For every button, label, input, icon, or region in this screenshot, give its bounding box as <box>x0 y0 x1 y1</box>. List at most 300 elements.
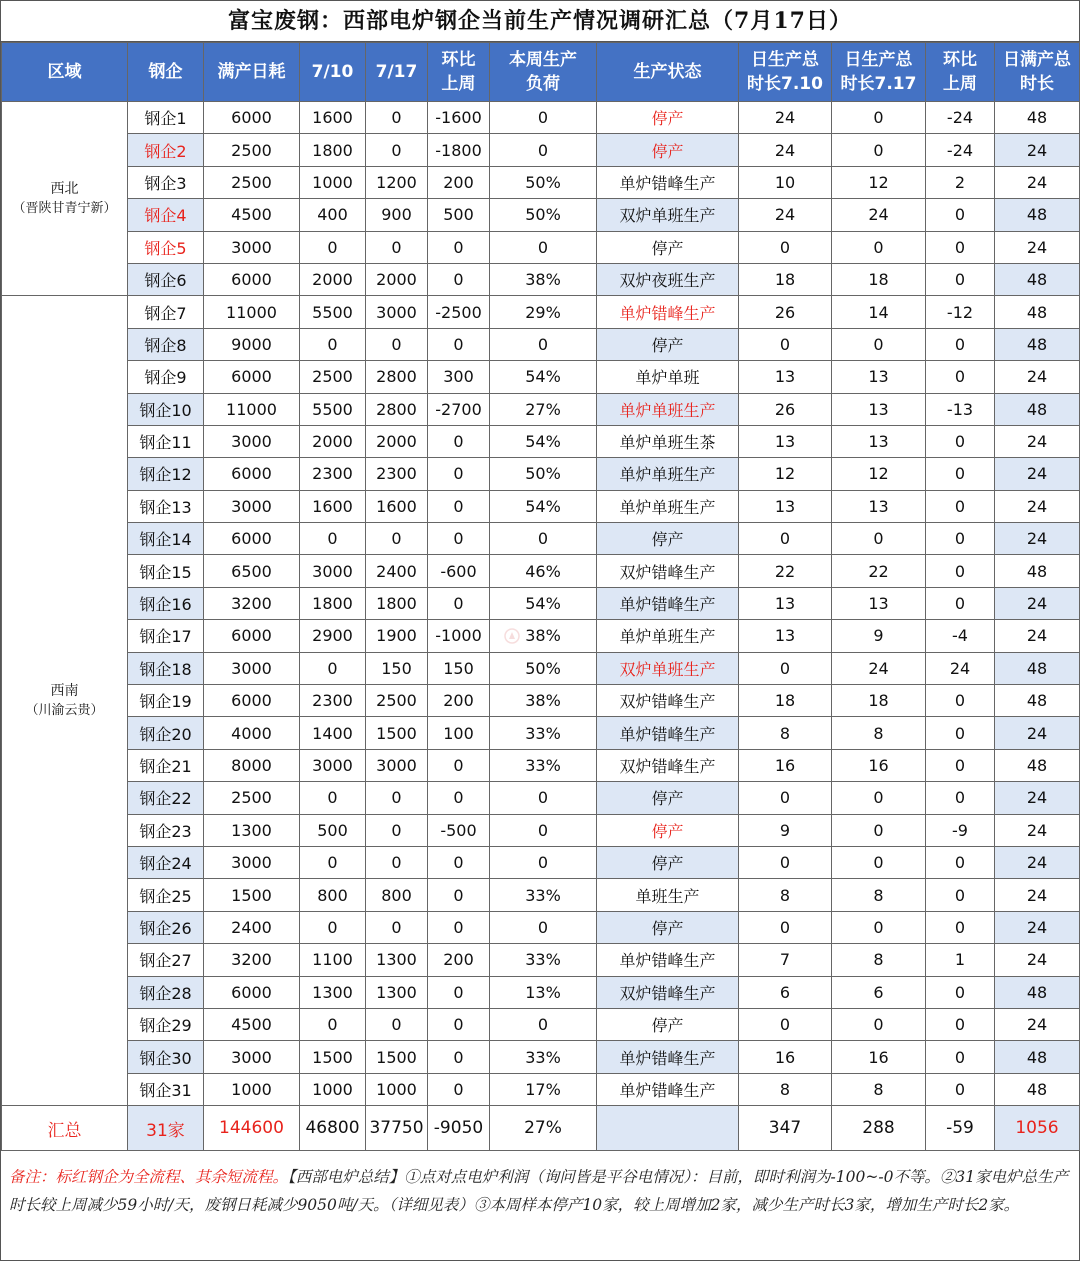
header-line: 上周 <box>441 74 476 94</box>
header-cell <box>428 43 490 102</box>
cell-chg: 0 <box>428 231 490 263</box>
cell-hchg: 0 <box>926 911 995 943</box>
cell-d717: 1800 <box>366 587 428 619</box>
cell-chg: 150 <box>428 652 490 684</box>
cell-status: 单炉错峰生产 <box>597 296 739 328</box>
cell-status: 双炉单班生产 <box>597 652 739 684</box>
header-cell <box>995 43 1080 102</box>
cell-d717: 0 <box>366 911 428 943</box>
cell-full: 24 <box>995 134 1080 166</box>
cell-h710: 0 <box>739 846 832 878</box>
cell-h710: 18 <box>739 263 832 295</box>
cell-d717: 900 <box>366 199 428 231</box>
cell-h717: 0 <box>832 1008 926 1040</box>
cell-full: 24 <box>995 944 1080 976</box>
cell-h717: 18 <box>832 263 926 295</box>
cell-full: 24 <box>995 458 1080 490</box>
cell-cap: 6000 <box>204 102 300 134</box>
cell-h710: 13 <box>739 587 832 619</box>
cell-h717: 12 <box>832 458 926 490</box>
cell-status: 单炉错峰生产 <box>597 166 739 198</box>
cell-hchg: 2 <box>926 166 995 198</box>
cell-d717: 0 <box>366 102 428 134</box>
cell-h717: 13 <box>832 361 926 393</box>
cell-h717: 0 <box>832 782 926 814</box>
cell-cap: 6000 <box>204 976 300 1008</box>
header-line: 生产状态 <box>633 62 702 82</box>
cell-d710: 2000 <box>300 425 366 457</box>
report-title: 富宝废钢：西部电炉钢企当前生产情况调研汇总（7月17日） <box>1 1 1079 42</box>
cell-hchg: 0 <box>926 361 995 393</box>
cell-cap: 6000 <box>204 458 300 490</box>
cell-full: 48 <box>995 685 1080 717</box>
cell-cap: 1500 <box>204 879 300 911</box>
cell-load: 0 <box>490 782 597 814</box>
cell-status: 停产 <box>597 523 739 555</box>
cell-chg: -2500 <box>428 296 490 328</box>
header-cell <box>739 43 832 102</box>
cell-d710: 2900 <box>300 620 366 652</box>
cell-hchg: -9 <box>926 814 995 846</box>
total-full: 1056 <box>995 1106 1080 1151</box>
company-name-cell: 钢企27 <box>128 944 204 976</box>
region-name: 西南 <box>50 682 79 699</box>
cell-status: 停产 <box>597 846 739 878</box>
cell-d710: 0 <box>300 328 366 360</box>
cell-status: 双炉错峰生产 <box>597 555 739 587</box>
cell-d717: 2000 <box>366 425 428 457</box>
cell-hchg: 0 <box>926 490 995 522</box>
cell-d717: 2000 <box>366 263 428 295</box>
company-name-cell: 钢企17 <box>128 620 204 652</box>
company-name-cell: 钢企2 <box>128 134 204 166</box>
region-provinces: （晋陕甘青宁新） <box>12 200 117 216</box>
cell-cap: 11000 <box>204 393 300 425</box>
note-summary: 【西部电炉总结】①点对点电炉利润（询问皆是平谷电情况）：目前，即时利润为-100~-0不等。②31家电炉总生产时长较上周减少59小时/天，废钢日耗减少9050吨/天。（详细见表）③本周样本停产10家，较上周增加2家，减少生产时长3家，增加生产时长2家。 <box>9 1168 1069 1215</box>
cell-chg: 0 <box>428 328 490 360</box>
cell-full: 48 <box>995 1041 1080 1073</box>
table-row <box>2 782 1080 814</box>
table-row <box>2 328 1080 360</box>
cell-d710: 1100 <box>300 944 366 976</box>
cell-status: 单班生产 <box>597 879 739 911</box>
region-cell <box>2 102 128 296</box>
note-section <box>1 1151 1079 1219</box>
cell-d717: 150 <box>366 652 428 684</box>
cell-h710: 0 <box>739 652 832 684</box>
cell-h710: 0 <box>739 328 832 360</box>
cell-cap: 3000 <box>204 231 300 263</box>
production-table <box>1 42 1080 1151</box>
cell-d710: 2500 <box>300 361 366 393</box>
cell-h710: 0 <box>739 782 832 814</box>
cell-d710: 2300 <box>300 685 366 717</box>
cell-load: 33% <box>490 944 597 976</box>
cell-status: 单炉错峰生产 <box>597 1073 739 1105</box>
cell-d717: 1600 <box>366 490 428 522</box>
cell-h717: 13 <box>832 587 926 619</box>
cell-h710: 24 <box>739 102 832 134</box>
cell-h710: 22 <box>739 555 832 587</box>
header-cell <box>128 43 204 102</box>
cell-h717: 16 <box>832 1041 926 1073</box>
cell-d717: 1900 <box>366 620 428 652</box>
cell-d710: 0 <box>300 1008 366 1040</box>
cell-h717: 0 <box>832 814 926 846</box>
cell-status: 单炉单班生茶 <box>597 425 739 457</box>
cell-h717: 18 <box>832 685 926 717</box>
company-name-cell: 钢企29 <box>128 1008 204 1040</box>
cell-d717: 2400 <box>366 555 428 587</box>
cell-chg: -600 <box>428 555 490 587</box>
cell-h717: 8 <box>832 717 926 749</box>
cell-chg: 0 <box>428 587 490 619</box>
table-row <box>2 458 1080 490</box>
cell-h710: 24 <box>739 134 832 166</box>
cell-status: 单炉单班生产 <box>597 620 739 652</box>
cell-chg: 0 <box>428 846 490 878</box>
cell-hchg: 0 <box>926 587 995 619</box>
cell-h717: 0 <box>832 134 926 166</box>
cell-status: 单炉单班 <box>597 361 739 393</box>
cell-cap: 3200 <box>204 944 300 976</box>
cell-load: 33% <box>490 717 597 749</box>
cell-d717: 1300 <box>366 944 428 976</box>
cell-h710: 0 <box>739 911 832 943</box>
cell-d710: 1600 <box>300 490 366 522</box>
cell-full: 24 <box>995 879 1080 911</box>
cell-chg: 0 <box>428 976 490 1008</box>
total-d717: 37750 <box>366 1106 428 1151</box>
cell-h710: 8 <box>739 1073 832 1105</box>
table-row <box>2 587 1080 619</box>
cell-d717: 0 <box>366 814 428 846</box>
cell-hchg: 0 <box>926 749 995 781</box>
header-line: 日满产总 <box>1003 50 1071 70</box>
table-row <box>2 425 1080 457</box>
cell-chg: 0 <box>428 782 490 814</box>
cell-d717: 0 <box>366 782 428 814</box>
cell-chg: 0 <box>428 911 490 943</box>
cell-status: 停产 <box>597 782 739 814</box>
cell-cap: 11000 <box>204 296 300 328</box>
table-row <box>2 911 1080 943</box>
cell-h717: 13 <box>832 393 926 425</box>
cell-load: 54% <box>490 587 597 619</box>
cell-hchg: 0 <box>926 231 995 263</box>
cell-cap: 1300 <box>204 814 300 846</box>
table-row <box>2 944 1080 976</box>
cell-d717: 2500 <box>366 685 428 717</box>
cell-d710: 1000 <box>300 1073 366 1105</box>
company-name-cell: 钢企8 <box>128 328 204 360</box>
cell-load: 0 <box>490 1008 597 1040</box>
company-name-cell: 钢企1 <box>128 102 204 134</box>
company-name-cell: 钢企4 <box>128 199 204 231</box>
cell-full: 24 <box>995 523 1080 555</box>
cell-cap: 3000 <box>204 846 300 878</box>
cell-d717: 800 <box>366 879 428 911</box>
region-cell <box>2 296 128 1106</box>
cell-full: 24 <box>995 1008 1080 1040</box>
cell-d710: 0 <box>300 911 366 943</box>
cell-h710: 9 <box>739 814 832 846</box>
header-line: 上周 <box>943 74 977 94</box>
company-name-cell: 钢企21 <box>128 749 204 781</box>
cell-d710: 800 <box>300 879 366 911</box>
cell-chg: -2700 <box>428 393 490 425</box>
table-row <box>2 555 1080 587</box>
cell-full: 24 <box>995 361 1080 393</box>
cell-cap: 3000 <box>204 425 300 457</box>
cell-full: 48 <box>995 328 1080 360</box>
cell-hchg: 0 <box>926 685 995 717</box>
cell-load: 0 <box>490 911 597 943</box>
cell-h717: 16 <box>832 749 926 781</box>
cell-chg: 0 <box>428 458 490 490</box>
cell-full: 24 <box>995 231 1080 263</box>
cell-cap: 9000 <box>204 328 300 360</box>
cell-d717: 0 <box>366 134 428 166</box>
cell-load: 13% <box>490 976 597 1008</box>
table-row <box>2 166 1080 198</box>
cell-d717: 0 <box>366 328 428 360</box>
cell-chg: 0 <box>428 1008 490 1040</box>
cell-h717: 13 <box>832 425 926 457</box>
cell-d710: 0 <box>300 523 366 555</box>
cell-status: 单炉单班生产 <box>597 490 739 522</box>
total-cap: 144600 <box>204 1106 300 1151</box>
cell-load: 0 <box>490 231 597 263</box>
cell-d710: 1000 <box>300 166 366 198</box>
company-name-cell: 钢企5 <box>128 231 204 263</box>
cell-chg: -1000 <box>428 620 490 652</box>
cell-h710: 13 <box>739 490 832 522</box>
header-line: 时长7.17 <box>840 74 917 94</box>
company-name-cell: 钢企24 <box>128 846 204 878</box>
cell-load: 17% <box>490 1073 597 1105</box>
company-name-cell: 钢企15 <box>128 555 204 587</box>
cell-chg: -1800 <box>428 134 490 166</box>
cell-full: 48 <box>995 393 1080 425</box>
cell-status: 单炉单班生产 <box>597 458 739 490</box>
company-name-cell: 钢企9 <box>128 361 204 393</box>
cell-h710: 8 <box>739 879 832 911</box>
cell-h717: 6 <box>832 976 926 1008</box>
cell-d717: 0 <box>366 1008 428 1040</box>
table-row <box>2 976 1080 1008</box>
cell-full: 48 <box>995 296 1080 328</box>
company-name-cell: 钢企16 <box>128 587 204 619</box>
cell-d710: 5500 <box>300 296 366 328</box>
cell-status: 停产 <box>597 1008 739 1040</box>
header-cell <box>832 43 926 102</box>
cell-chg: 200 <box>428 685 490 717</box>
cell-chg: 0 <box>428 425 490 457</box>
cell-hchg: 0 <box>926 1041 995 1073</box>
table-row <box>2 1041 1080 1073</box>
cell-status: 停产 <box>597 328 739 360</box>
table-row <box>2 361 1080 393</box>
cell-cap: 2400 <box>204 911 300 943</box>
cell-chg: 100 <box>428 717 490 749</box>
cell-cap: 1000 <box>204 1073 300 1105</box>
cell-load: 33% <box>490 1041 597 1073</box>
table-row <box>2 134 1080 166</box>
cell-h710: 13 <box>739 620 832 652</box>
total-h717: 288 <box>832 1106 926 1151</box>
cell-d710: 1300 <box>300 976 366 1008</box>
cell-h710: 6 <box>739 976 832 1008</box>
cell-status: 停产 <box>597 102 739 134</box>
table-row <box>2 685 1080 717</box>
header-line: 日生产总 <box>751 50 819 70</box>
cell-d710: 0 <box>300 652 366 684</box>
total-d710: 46800 <box>300 1106 366 1151</box>
cell-h717: 0 <box>832 523 926 555</box>
company-name-cell: 钢企26 <box>128 911 204 943</box>
table-row <box>2 296 1080 328</box>
header-line: 时长 <box>1020 74 1054 94</box>
cell-full: 24 <box>995 490 1080 522</box>
cell-h710: 24 <box>739 199 832 231</box>
cell-cap: 6500 <box>204 555 300 587</box>
cell-cap: 3000 <box>204 490 300 522</box>
cell-status: 双炉夜班生产 <box>597 263 739 295</box>
cell-chg: -1600 <box>428 102 490 134</box>
company-name-cell: 钢企31 <box>128 1073 204 1105</box>
cell-full: 24 <box>995 911 1080 943</box>
cell-cap: 6000 <box>204 685 300 717</box>
cell-hchg: -4 <box>926 620 995 652</box>
cell-d717: 1500 <box>366 1041 428 1073</box>
cell-hchg: 1 <box>926 944 995 976</box>
company-name-cell: 钢企12 <box>128 458 204 490</box>
header-line: 负荷 <box>526 74 560 94</box>
cell-status: 双炉单班生产 <box>597 199 739 231</box>
cell-cap: 2500 <box>204 782 300 814</box>
company-name-cell: 钢企22 <box>128 782 204 814</box>
company-name-cell: 钢企3 <box>128 166 204 198</box>
cell-chg: 200 <box>428 166 490 198</box>
header-line: 本周生产 <box>509 50 577 70</box>
cell-d717: 1000 <box>366 1073 428 1105</box>
cell-full: 48 <box>995 652 1080 684</box>
cell-cap: 6000 <box>204 523 300 555</box>
cell-chg: 200 <box>428 944 490 976</box>
cell-load: 50% <box>490 458 597 490</box>
cell-h717: 0 <box>832 846 926 878</box>
table-row <box>2 523 1080 555</box>
cell-d717: 1200 <box>366 166 428 198</box>
cell-h717: 8 <box>832 1073 926 1105</box>
cell-full: 24 <box>995 166 1080 198</box>
cell-load: 50% <box>490 652 597 684</box>
cell-chg: 0 <box>428 490 490 522</box>
cell-cap: 3000 <box>204 652 300 684</box>
cell-d710: 1500 <box>300 1041 366 1073</box>
header-line: 满产日耗 <box>217 62 286 82</box>
header-cell <box>300 43 366 102</box>
cell-d717: 0 <box>366 523 428 555</box>
cell-hchg: 0 <box>926 523 995 555</box>
company-name-cell: 钢企25 <box>128 879 204 911</box>
cell-load: 0 <box>490 134 597 166</box>
cell-hchg: 0 <box>926 263 995 295</box>
cell-chg: 0 <box>428 749 490 781</box>
company-name-cell: 钢企18 <box>128 652 204 684</box>
table-row <box>2 199 1080 231</box>
header-cell <box>2 43 128 102</box>
cell-cap: 4500 <box>204 199 300 231</box>
cell-status: 单炉错峰生产 <box>597 1041 739 1073</box>
cell-load: 0 <box>490 102 597 134</box>
total-status <box>597 1106 739 1151</box>
cell-cap: 6000 <box>204 620 300 652</box>
cell-d710: 0 <box>300 846 366 878</box>
cell-status: 停产 <box>597 911 739 943</box>
cell-h717: 0 <box>832 102 926 134</box>
cell-d710: 1800 <box>300 587 366 619</box>
cell-load: 33% <box>490 749 597 781</box>
cell-full: 24 <box>995 782 1080 814</box>
table-row <box>2 879 1080 911</box>
cell-h710: 16 <box>739 1041 832 1073</box>
cell-load: 54% <box>490 361 597 393</box>
cell-load: 0 <box>490 846 597 878</box>
cell-load: 38% <box>490 685 597 717</box>
cell-cap: 6000 <box>204 361 300 393</box>
cell-h717: 8 <box>832 879 926 911</box>
cell-full: 48 <box>995 749 1080 781</box>
header-line: 日生产总 <box>844 50 913 70</box>
cell-h717: 14 <box>832 296 926 328</box>
cell-hchg: 0 <box>926 199 995 231</box>
table-row <box>2 393 1080 425</box>
cell-load: 27% <box>490 393 597 425</box>
cell-h710: 10 <box>739 166 832 198</box>
cell-full: 24 <box>995 814 1080 846</box>
total-label: 汇总 <box>2 1106 128 1151</box>
cell-load: 0 <box>490 523 597 555</box>
cell-chg: 0 <box>428 879 490 911</box>
header-cell <box>204 43 300 102</box>
cell-h710: 13 <box>739 425 832 457</box>
cell-cap: 4500 <box>204 1008 300 1040</box>
company-name-cell: 钢企14 <box>128 523 204 555</box>
cell-d717: 2300 <box>366 458 428 490</box>
cell-d710: 0 <box>300 782 366 814</box>
cell-hchg: 0 <box>926 458 995 490</box>
table-row <box>2 1008 1080 1040</box>
cell-status: 停产 <box>597 814 739 846</box>
cell-h717: 13 <box>832 490 926 522</box>
header-row <box>2 43 1080 102</box>
cell-load: 38% <box>490 263 597 295</box>
cell-d717: 1300 <box>366 976 428 1008</box>
region-name: 西北 <box>50 180 79 197</box>
cell-h710: 0 <box>739 1008 832 1040</box>
cell-d710: 2300 <box>300 458 366 490</box>
cell-cap: 2500 <box>204 166 300 198</box>
cell-status: 单炉错峰生产 <box>597 587 739 619</box>
cell-h710: 0 <box>739 231 832 263</box>
cell-full: 24 <box>995 846 1080 878</box>
cell-load: 50% <box>490 199 597 231</box>
cell-cap: 3200 <box>204 587 300 619</box>
cell-full: 24 <box>995 425 1080 457</box>
cell-d710: 0 <box>300 231 366 263</box>
